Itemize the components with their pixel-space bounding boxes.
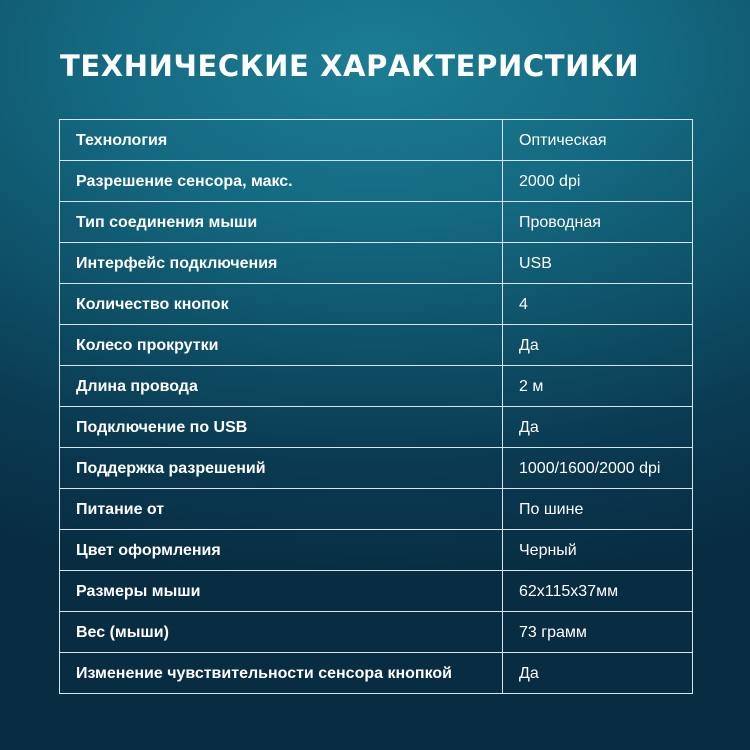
table-row: [60, 489, 693, 530]
spec-name: Разрешение сенсора, макс.: [60, 161, 503, 202]
table-row: [60, 202, 693, 243]
table-row: [60, 161, 693, 202]
spec-value: По шине: [503, 489, 693, 530]
table-row: [60, 407, 693, 448]
table-row: [60, 448, 693, 489]
spec-name: Подключение по USB: [60, 407, 503, 448]
spec-value: 4: [503, 284, 693, 325]
spec-name: Тип соединения мыши: [60, 202, 503, 243]
table-row: [60, 653, 693, 694]
spec-name: Питание от: [60, 489, 503, 530]
spec-value: Оптическая: [503, 120, 693, 161]
spec-value: 73 грамм: [503, 612, 693, 653]
table-row: [60, 530, 693, 571]
table-row: [60, 571, 693, 612]
table-row: [60, 120, 693, 161]
spec-name: Длина провода: [60, 366, 503, 407]
spec-table: [59, 119, 693, 694]
table-row: [60, 612, 693, 653]
spec-name: Изменение чувствительности сенсора кнопкой: [60, 653, 503, 694]
spec-name: Количество кнопок: [60, 284, 503, 325]
spec-name: Колесо прокрутки: [60, 325, 503, 366]
table-row: [60, 366, 693, 407]
spec-value: 62х115х37мм: [503, 571, 693, 612]
table-row: [60, 243, 693, 284]
page-title: ТЕХНИЧЕСКИЕ ХАРАКТЕРИСТИКИ: [60, 49, 640, 83]
spec-value: Да: [503, 325, 693, 366]
spec-name: Поддержка разрешений: [60, 448, 503, 489]
spec-name: Технология: [60, 120, 503, 161]
spec-value: Черный: [503, 530, 693, 571]
spec-value: Проводная: [503, 202, 693, 243]
spec-value: USB: [503, 243, 693, 284]
spec-name: Цвет оформления: [60, 530, 503, 571]
spec-name: Размеры мыши: [60, 571, 503, 612]
spec-value: 2 м: [503, 366, 693, 407]
table-row: [60, 284, 693, 325]
spec-name: Вес (мыши): [60, 612, 503, 653]
table-row: [60, 325, 693, 366]
spec-value: 1000/1600/2000 dpi: [503, 448, 693, 489]
spec-name: Интерфейс подключения: [60, 243, 503, 284]
spec-value: Да: [503, 407, 693, 448]
spec-value: 2000 dpi: [503, 161, 693, 202]
spec-value: Да: [503, 653, 693, 694]
